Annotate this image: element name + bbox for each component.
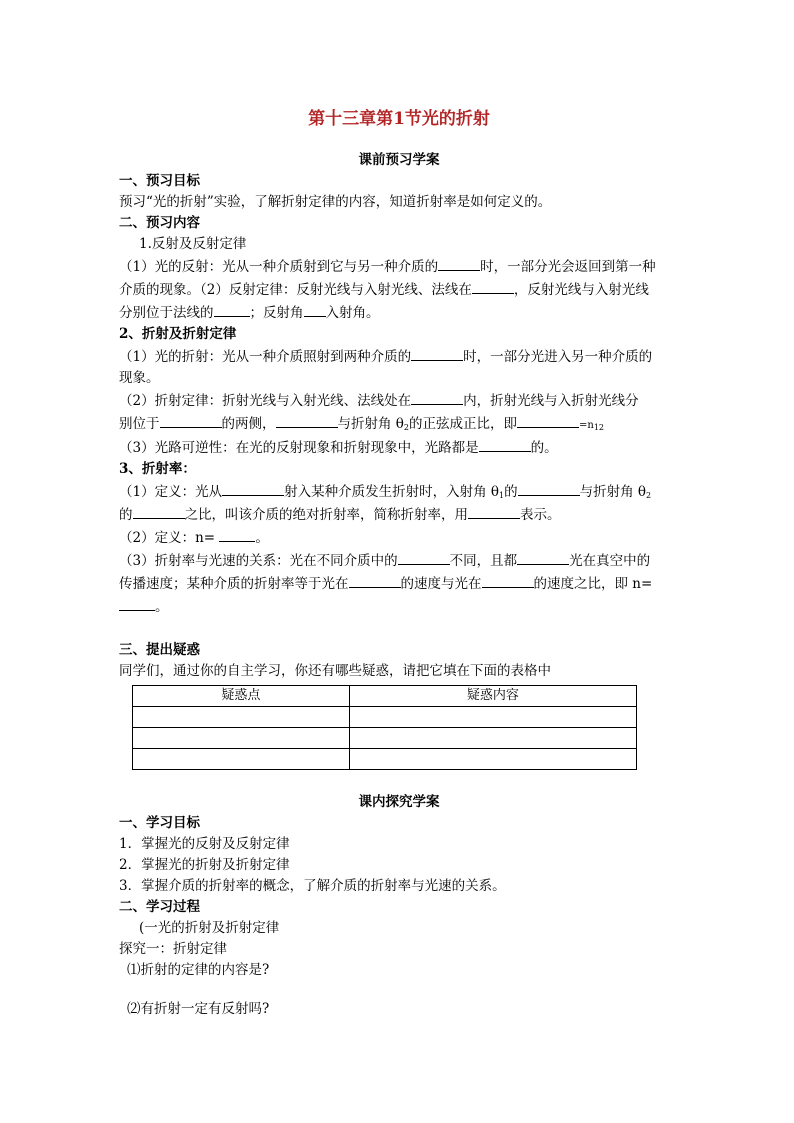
page-title: 第十三章第1节光的折射 xyxy=(308,109,490,129)
fill-blank[interactable] xyxy=(219,526,255,542)
table-row xyxy=(133,707,637,728)
fill-blank[interactable] xyxy=(517,549,569,565)
refraction-line-3: （2）折射定律：折射光线与入射光线、法线处在 内，折射光线与入折射光线分 xyxy=(119,389,679,412)
index-line-1: （1）定义：光从 射入某种介质发生折射时，入射角 $\theta_1$的 与折射角 $\theta_2$ xyxy=(119,480,679,503)
reflection-line-2: 介质的现象。（2）反射定律：反射光线与入射光线、法线在 ，反射光线与入射光线 xyxy=(119,278,679,301)
fill-blank[interactable] xyxy=(411,345,463,361)
reflection-line-1: （1）光的反射：光从一种介质射到它与另一种介质的 时，一部分光会返回到第一种 xyxy=(119,255,679,278)
fill-blank[interactable] xyxy=(518,480,580,496)
table-header-row xyxy=(133,686,637,707)
refraction-line-1: （1）光的折射：光从一种介质照射到两种介质的 时，一部分光进入另一种介质的 xyxy=(119,345,679,368)
table-cell[interactable] xyxy=(349,707,636,728)
explore-one-title: 探究一：折射定律 xyxy=(119,941,227,957)
doubts-text: 同学们，通过你的自主学习，你还有哪些疑惑，请把它填在下面的表格中 xyxy=(119,663,551,679)
fill-blank[interactable] xyxy=(133,503,185,519)
reflection-title: 1.反射及反射定律 xyxy=(139,236,247,252)
table-cell[interactable] xyxy=(349,728,636,749)
table-header-cell: 疑惑内容 xyxy=(349,686,636,707)
fill-blank[interactable] xyxy=(468,503,520,519)
table-row xyxy=(133,728,637,749)
learning-goal-title: 一、学习目标 xyxy=(119,815,200,831)
fill-blank[interactable] xyxy=(411,389,463,405)
index-line-4: （3）折射率与光速的关系：光在不同介质中的 不同，且都 光在真空中的 xyxy=(119,549,679,572)
refraction-line-5: （3）光路可逆性：在光的反射现象和折射现象中，光路都是 的。 xyxy=(119,436,679,459)
doubts-title: 三、提出疑惑 xyxy=(119,642,200,658)
learning-goal-3: 3．掌握介质的折射率的概念，了解介质的折射率与光速的关系。 xyxy=(119,878,506,894)
fill-blank[interactable] xyxy=(222,480,284,496)
preview-goal-text: 预习“光的折射”实验，了解折射定律的内容，知道折射率是如何定义的。 xyxy=(119,194,552,210)
fill-blank[interactable] xyxy=(276,412,338,428)
fill-blank[interactable] xyxy=(482,572,534,588)
fill-blank[interactable] xyxy=(160,412,222,428)
preview-goal-title: 一、预习目标 xyxy=(119,173,200,189)
document-page xyxy=(119,100,679,1020)
fill-blank[interactable] xyxy=(214,301,250,317)
fill-blank[interactable] xyxy=(438,255,480,271)
refraction-line-2: 现象。 xyxy=(119,370,160,386)
fill-blank[interactable] xyxy=(479,436,531,452)
refraction-title: 2、折射及折射定律 xyxy=(119,326,237,342)
fill-blank[interactable] xyxy=(349,572,401,588)
index-line-6: 。 xyxy=(119,595,679,618)
table-cell[interactable] xyxy=(349,749,636,770)
index-line-5: 传播速度；某种介质的折射率等于光在 的速度与光在 的速度之比，即 n= xyxy=(119,572,679,595)
fill-blank[interactable] xyxy=(472,278,514,294)
preview-content-title: 二、预习内容 xyxy=(119,215,200,231)
pre-study-heading: 课前预习学案 xyxy=(358,152,440,168)
question-2: ⑵有折射一定有反射吗? xyxy=(127,1001,270,1017)
table-cell[interactable] xyxy=(133,728,350,749)
part-one-title: (一光的折射及折射定律 xyxy=(139,920,280,936)
learning-goal-2: 2．掌握光的折射及折射定律 xyxy=(119,857,290,873)
fill-blank[interactable] xyxy=(517,412,579,428)
fill-blank[interactable] xyxy=(304,301,326,317)
in-class-heading: 课内探究学案 xyxy=(358,794,440,810)
index-title: 3、折射率： xyxy=(119,461,196,477)
index-line-2: 的 之比，叫该介质的绝对折射率，简称折射率，用 表示。 xyxy=(119,503,679,526)
table-header-cell: 疑惑点 xyxy=(133,686,350,707)
doubts-table xyxy=(132,685,637,770)
table-row xyxy=(133,749,637,770)
index-line-3: （2）定义：n= 。 xyxy=(119,526,679,549)
table-cell[interactable] xyxy=(133,707,350,728)
question-1: ⑴折射的定律的内容是? xyxy=(127,962,270,978)
reflection-line-3: 分别位于法线的 ；反射角 入射角。 xyxy=(119,301,679,324)
learning-process-title: 二、学习过程 xyxy=(119,899,200,915)
fill-blank[interactable] xyxy=(398,549,450,565)
refraction-line-4: 别位于 的两侧， 与折射角 $\theta_2$的正弦成正比，即 $=n_{12}$ xyxy=(119,412,679,436)
fill-blank[interactable] xyxy=(119,595,155,611)
learning-goal-1: 1．掌握光的反射及反射定律 xyxy=(119,836,290,852)
table-cell[interactable] xyxy=(133,749,350,770)
